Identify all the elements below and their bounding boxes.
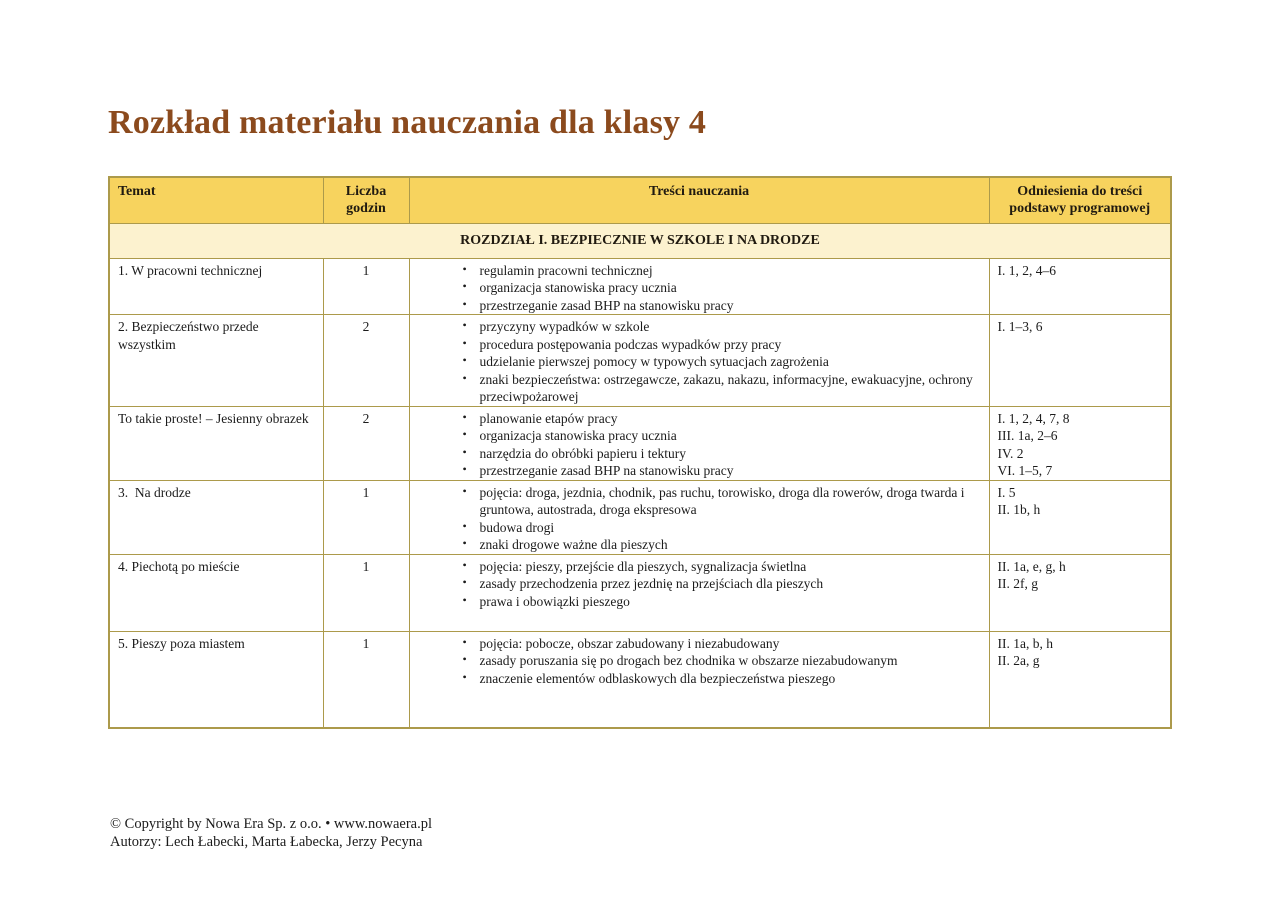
page-title: Rozkład materiału nauczania dla klasy 4 — [108, 104, 707, 141]
content-bullet-item: • narzędzia do obróbki papieru i tektury — [480, 445, 983, 463]
content-bullet-item: • przyczyny wypadków w szkole — [480, 318, 983, 336]
cell-hours: 1 — [323, 554, 409, 631]
table-row — [109, 258, 1171, 315]
reference-line: III. 1a, 2–6 — [997, 428, 1058, 443]
content-bullet-item: • organizacja stanowiska pracy ucznia — [480, 279, 983, 297]
cell-references — [989, 480, 1171, 554]
reference-line: I. 1, 2, 4–6 — [997, 262, 1056, 278]
cell-topic: 2. Bezpieczeństwo przede wszystkim — [109, 315, 323, 407]
column-header-references: Odniesienia do treści podstawy programowej — [989, 177, 1171, 223]
reference-line: II. 1a, b, h — [997, 635, 1053, 651]
table-row — [109, 406, 1171, 480]
reference-line: II. 2f, g — [997, 576, 1038, 591]
cell-hours: 1 — [323, 631, 409, 728]
cell-content — [409, 315, 989, 407]
page-footer — [110, 815, 432, 851]
content-bullet-list — [410, 558, 983, 611]
cell-content — [409, 480, 989, 554]
content-bullet-item: • przestrzeganie zasad BHP na stanowisku pracy — [480, 297, 983, 315]
content-bullet-item: • pojęcia: droga, jezdnia, chodnik, pas ruchu, torowisko, droga dla rowerów, droga twarda i gruntowa, autostrada, droga ekspresowa — [480, 484, 983, 519]
reference-line: I. 5 — [997, 484, 1016, 500]
cell-references — [989, 406, 1171, 480]
reference-line: IV. 2 — [997, 445, 1024, 461]
column-header-temat: Temat — [109, 177, 323, 223]
content-bullet-item: • udzielanie pierwszej pomocy w typowych sytuacjach zagrożenia — [480, 353, 983, 371]
content-bullet-item: • zasady przechodzenia przez jezdnię na przejściach dla pieszych — [480, 575, 983, 593]
cell-topic: To takie proste! – Jesienny obrazek — [109, 406, 323, 480]
reference-line: II. 1b, h — [997, 502, 1041, 517]
cell-hours: 2 — [323, 406, 409, 480]
content-bullet-item: • pojęcia: pobocze, obszar zabudowany i niezabudowany — [480, 635, 983, 653]
content-bullet-list — [410, 318, 983, 406]
cell-content — [409, 258, 989, 315]
column-header-hours: Liczba godzin — [323, 177, 409, 223]
content-bullet-item: • pojęcia: pieszy, przejście dla pieszych, sygnalizacja świetlna — [480, 558, 983, 576]
column-header-content: Treści nauczania — [409, 177, 989, 223]
content-bullet-item: • zasady poruszania się po drogach bez chodnika w obszarze niezabudowanym — [480, 652, 983, 670]
cell-hours: 1 — [323, 480, 409, 554]
content-bullet-list — [410, 262, 983, 315]
content-bullet-list — [410, 410, 983, 480]
cell-hours: 1 — [323, 258, 409, 315]
table-row — [109, 631, 1171, 728]
content-bullet-list — [410, 635, 983, 688]
reference-line: II. 2a, g — [997, 653, 1040, 668]
table-header-row — [109, 177, 1171, 223]
cell-topic: 3. Na drodze — [109, 480, 323, 554]
cell-topic: 4. Piechotą po mieście — [109, 554, 323, 631]
content-bullet-list — [410, 484, 983, 554]
content-bullet-item: • budowa drogi — [480, 519, 983, 537]
reference-line: VI. 1–5, 7 — [997, 463, 1053, 478]
cell-content — [409, 554, 989, 631]
cell-references — [989, 631, 1171, 728]
table-row — [109, 480, 1171, 554]
content-bullet-item: • prawa i obowiązki pieszego — [480, 593, 983, 611]
content-bullet-item: • organizacja stanowiska pracy ucznia — [480, 427, 983, 445]
cell-topic: 1. W pracowni technicznej — [109, 258, 323, 315]
content-bullet-item: • znaczenie elementów odblaskowych dla bezpieczeństwa pieszego — [480, 670, 983, 688]
section-row — [109, 223, 1171, 258]
cell-content — [409, 406, 989, 480]
cell-topic: 5. Pieszy poza miastem — [109, 631, 323, 728]
cell-hours: 2 — [323, 315, 409, 407]
cell-references — [989, 258, 1171, 315]
table-row — [109, 315, 1171, 407]
cell-references — [989, 554, 1171, 631]
section-title: ROZDZIAŁ I. BEZPIECZNIE W SZKOLE I NA DRODZE — [109, 223, 1171, 258]
content-bullet-item: • przestrzeganie zasad BHP na stanowisku pracy — [480, 462, 983, 480]
content-bullet-item: • planowanie etapów pracy — [480, 410, 983, 428]
content-bullet-item: • regulamin pracowni technicznej — [480, 262, 983, 280]
cell-content — [409, 631, 989, 728]
reference-line: I. 1–3, 6 — [997, 319, 1043, 334]
schedule-table — [108, 176, 1172, 729]
reference-line: I. 1, 2, 4, 7, 8 — [997, 410, 1070, 426]
footer-copyright: © Copyright by Nowa Era Sp. z o.o. • www.nowaera.pl — [110, 816, 433, 832]
cell-references — [989, 315, 1171, 407]
content-bullet-item: • znaki bezpieczeństwa: ostrzegawcze, zakazu, nakazu, informacyjne, ewakuacyjne, ochrony przeciwpożarowej — [480, 371, 983, 406]
reference-line: II. 1a, e, g, h — [997, 558, 1066, 574]
table-row — [109, 554, 1171, 631]
content-bullet-item: • procedura postępowania podczas wypadków przy pracy — [480, 336, 983, 354]
footer-authors: Autorzy: Lech Łabecki, Marta Łabecka, Jerzy Pecyna — [110, 834, 423, 850]
content-bullet-item: • znaki drogowe ważne dla pieszych — [480, 536, 983, 554]
